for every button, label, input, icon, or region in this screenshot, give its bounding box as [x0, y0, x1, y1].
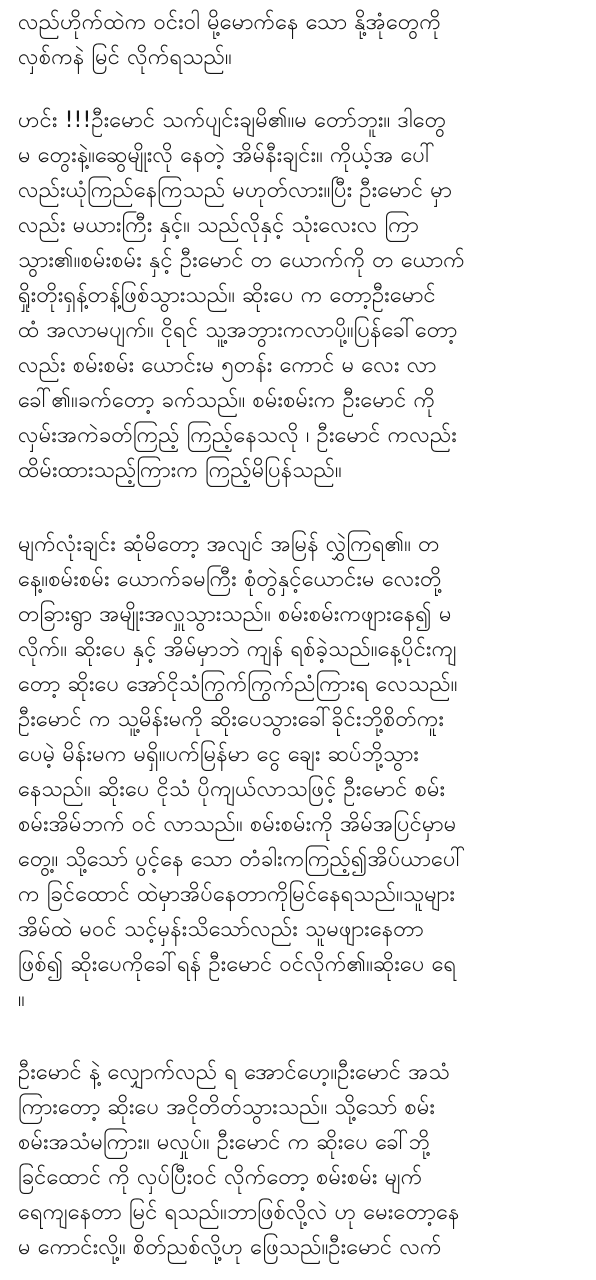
text-line: လည်းယုံကြည်နေကြသည် မဟုတ်လား။ပြီး ဦးမောင် မှာ — [18, 178, 453, 203]
text-line: သွား၏။စမ်းစမ်း နှင့် ဦးမောင် တ ယောက်ကို တ ယောက် — [18, 248, 465, 273]
text-line: ဦးမောင် နဲ့ လျှောက်လည် ရ အောင်ဟေ့။ဦးမောင် အသံ — [18, 1060, 450, 1085]
text-line: လည်ဟိုက်ထဲက ဝင်းဝါ မို့မောက်နေ သော နို့အုံတွေကို — [18, 10, 442, 35]
text-line: မ တွေးနဲ့။ဆွေမျိုးလို နေတဲ့ အိမ်နီးချင်း။ ကိုယ့်အ ပေါ် — [18, 143, 435, 168]
text-line: ထံ အလာမပျက်။ ငိုရင် သူ့အဘွားကလာပို့။ပြန်ခေါ်တော့ — [18, 318, 458, 343]
text-line: နေသည်။ ဆိုးပေ ငိုသံ ပိုကျယ်လာသဖြင့် ဦးမောင် စမ်း — [18, 777, 446, 802]
text-line: ။ — [18, 987, 25, 1012]
text-line: နေ့။စမ်းစမ်း ယောက်ခမကြီး စုံတွဲနှင့်ယောင်းမ လေးတို့ — [18, 567, 442, 592]
text-line: ရှိုးတိုးရှန့်တန့်ဖြစ်သွားသည်။ ဆိုးပေ က တော့ဦးမောင် — [18, 283, 436, 308]
text-line: ခေါ်၏။ခက်တော့ ခက်သည်။ စမ်းစမ်းက ဦးမောင် ကို — [18, 388, 436, 413]
text-line: မျက်လုံးချင်း ဆုံမိတော့ အလျင် အမြန် လွှဲကြရ၏။ တ — [18, 532, 440, 557]
paragraph — [18, 1055, 459, 1265]
text-line: လှမ်းအကဲခတ်ကြည့် ကြည့်နေသလို ၊ ဦးမောင် ကလည်း — [18, 423, 457, 448]
text-line: လည်း မယားကြီး နှင့်။ သည်လိုနှင့် သုံးလေးလ ကြာ — [18, 213, 419, 238]
text-line: မ ကောင်းလို့။ စိတ်ညစ်လို့ဟု ဖြေသည်။ဦးမောင် လက် — [18, 1235, 442, 1260]
text-line: ဟင်း !!!ဦးမောင် သက်ပျင်းချမိ၏။မ တော်ဘူး။ ဒါတွေ — [18, 108, 447, 133]
text-line: စမ်းအသံမကြား။ မလှုပ်။ ဦးမောင် က ဆိုးပေ ခေါ်ဘို့ — [18, 1130, 430, 1155]
text-line: လိုက်။ ဆိုးပေ နှင့် အိမ်မှာဘဲ ကျန် ရစ်ခဲ့သည်။နေ့ပိုင်းကျ — [18, 637, 457, 662]
text-line: ကြားတော့ ဆိုးပေ အငိုတိတ်သွားသည်။ သို့သော် စမ်း — [18, 1095, 436, 1120]
text-line: ခြင်ထောင် ကို လှပ်ပြီးဝင် လိုက်တော့ စမ်းစမ်း မျက် — [18, 1165, 423, 1190]
text-line: တော့ ဆိုးပေ အော်ငိုသံကြွက်ကြွက်ညံကြားရ လေသည်။ — [18, 672, 458, 697]
text-line: ပေမဲ့ မိန်းမက မရှိ။ပက်မြန်မာ ငွေ ချေး ဆပ်ဘို့သွား — [18, 742, 419, 767]
text-line: ရေကျနေတာ မြင် ရသည်။ဘာဖြစ်လို့လဲ ဟု မေးတော့နေ — [18, 1200, 460, 1225]
text-line: ဖြစ်၍ ဆိုးပေကိုခေါ်ရန် ဦးမောင် ဝင်လိုက်၏။ဆိုးပေ ရေ — [18, 952, 457, 977]
paragraph — [18, 5, 441, 75]
paragraph — [18, 103, 465, 488]
text-line: လည်း စမ်းစမ်း ယောင်းမ ၅တန်း ကောင် မ လေး လာ — [18, 353, 437, 378]
text-line: ထိမ်းထားသည့်ကြားက ကြည့်မိပြန်သည်။ — [18, 458, 342, 483]
text-line: တွေ့။ သို့သော် ပွင့်နေ သော တံခါးကကြည့်၍အိပ်ယာပေါ် — [18, 847, 466, 872]
text-line: က ခြင်ထောင် ထဲမှာအိပ်နေတာကိုမြင်နေရသည်။သူများ — [18, 882, 456, 907]
paragraph — [18, 527, 466, 1017]
text-line: စမ်းအိမ်ဘက် ဝင် လာသည်။ စမ်းစမ်းကို အိမ်အပြင်မှာမ — [18, 812, 457, 837]
text-line: တခြားရွာ အမျိုးအလှူသွားသည်။ စမ်းစမ်းကဖျားနေ၍ မ — [18, 602, 452, 627]
text-line: လှစ်ကနဲ မြင် လိုက်ရသည်။ — [18, 45, 232, 70]
text-line: ဦးမောင် က သူ့မိန်းမကို ဆိုးပေသွားခေါ်ခိုင်းဘို့စိတ်ကူး — [18, 707, 445, 732]
text-line: အိမ်ထဲ မဝင် သင့်မှန်းသိသော်လည်း သူမဖျားနေတာ — [18, 917, 424, 942]
